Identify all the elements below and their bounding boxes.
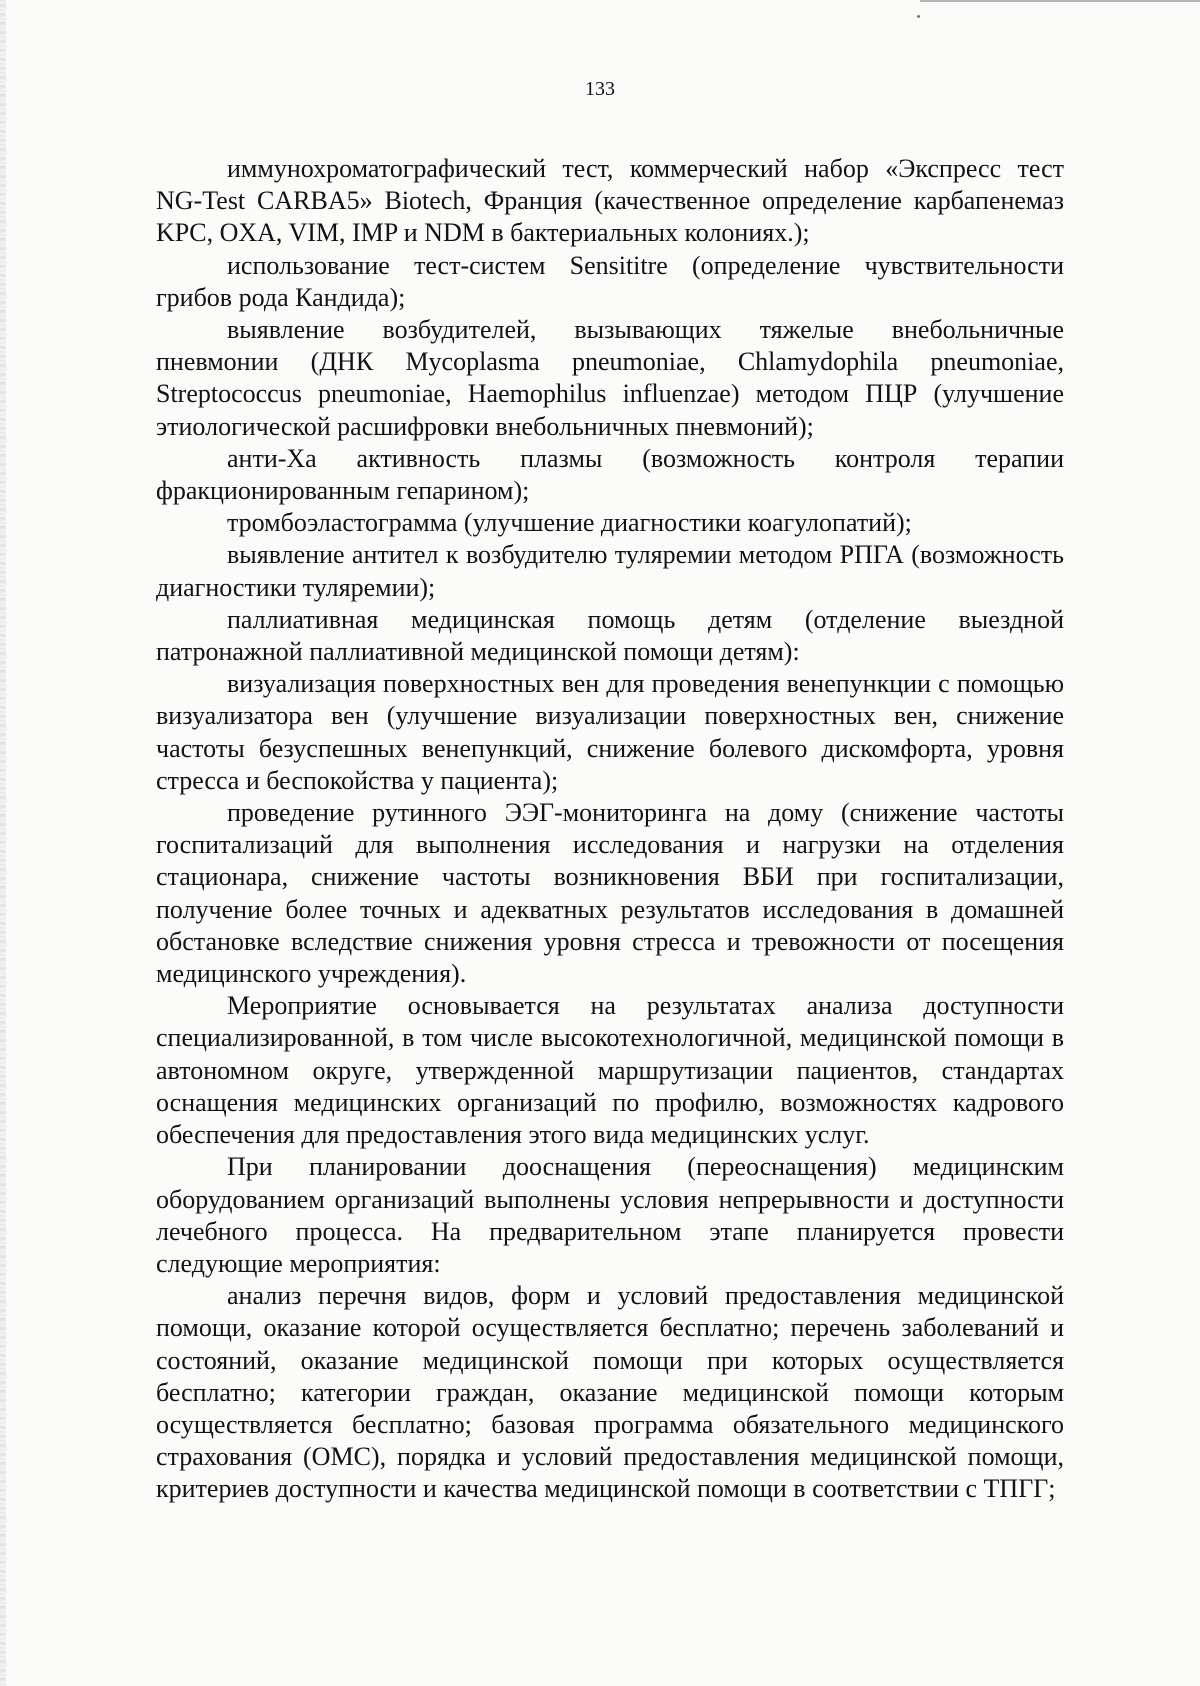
paragraph: проведение рутинного ЭЭГ-мониторинга на дому (снижение частоты госпитализаций для выполнения исследования и нагрузки на отделения стационара, снижение частоты возникновения ВБИ при госпитализации, получение более точных и адекватных результатов исследования в домашней обстановке вследствие снижения уровня стресса и тревожности от посещения медицинского учреждения). [156, 798, 1064, 989]
paragraph: иммунохроматографический тест, коммерческий набор «Экспресс тест NG-Test CARBA5» Biotech, Франция (качественное определение карбапенемаз KPC, OXA, VIM, IMP и NDM в бактериальных колониях.); [156, 154, 1064, 248]
scan-dot-artifact [917, 15, 920, 18]
paragraph: анализ перечня видов, форм и условий предоставления медицинской помощи, оказание которой осуществляется бесплатно; перечень заболеваний и состояний, оказание медицинской помощи при которых осуществляется бесплатно; категории граждан, оказание медицинской помощи которым осуществляется бесплатно; базовая программа обязательного медицинского страхования (ОМС), порядка и условий предоставления медицинской помощи, критериев доступности и качества медицинской помощи в соответствии с ТПГГ; [156, 1281, 1064, 1504]
paragraph: визуализация поверхностных вен для проведения венепункции с помощью визуализатора вен (улучшение визуализации поверхностных вен, снижение частоты безуспешных венепункций, снижение болевого дискомфорта, уровня стресса и беспокойства у пациента); [156, 669, 1064, 795]
paragraph: тромбоэластограмма (улучшение диагностики коагулопатий); [227, 508, 912, 538]
document-body [156, 153, 1064, 1506]
paragraph: При планировании дооснащения (переоснащения) медицинским оборудованием организаций выполнены условия непрерывности и доступности лечебного процесса. На предварительном этапе планируется провести следующие мероприятия: [156, 1152, 1064, 1278]
paragraph: Мероприятие основывается на результатах анализа доступности специализированной, в том числе высокотехнологичной, медицинской помощи в автономном округе, утвержденной маршрутизации пациентов, стандартах оснащения медицинских организаций по профилю, возможностях кадрового обеспечения для предоставления этого вида медицинских услуг. [156, 991, 1064, 1150]
scan-edge-artifact [0, 0, 6, 1686]
paragraph: выявление антител к возбудителю туляремии методом РПГА (возможность диагностики туляремии); [156, 540, 1064, 602]
paragraph: паллиативная медицинская помощь детям (отделение выездной патронажной паллиативной медицинской помощи детям): [156, 604, 1064, 667]
paragraph: анти-Ха активность плазмы (возможность контроля терапии фракционированным гепарином); [156, 443, 1064, 506]
scan-top-line-artifact [920, 0, 1200, 2]
paragraph: выявление возбудителей, вызывающих тяжелые внебольничные пневмонии (ДНК Mycoplasma pneumoniae, Chlamydophila pneumoniae, Streptococcus pneumoniae, Haemophilus influenzae) методом ПЦР (улучшение этиологической расшифровки внебольничных пневмоний); [156, 315, 1064, 441]
page-number: 133 [585, 78, 615, 100]
paragraph: использование тест-систем Sensititre (определение чувствительности грибов рода Кандида); [156, 250, 1064, 312]
